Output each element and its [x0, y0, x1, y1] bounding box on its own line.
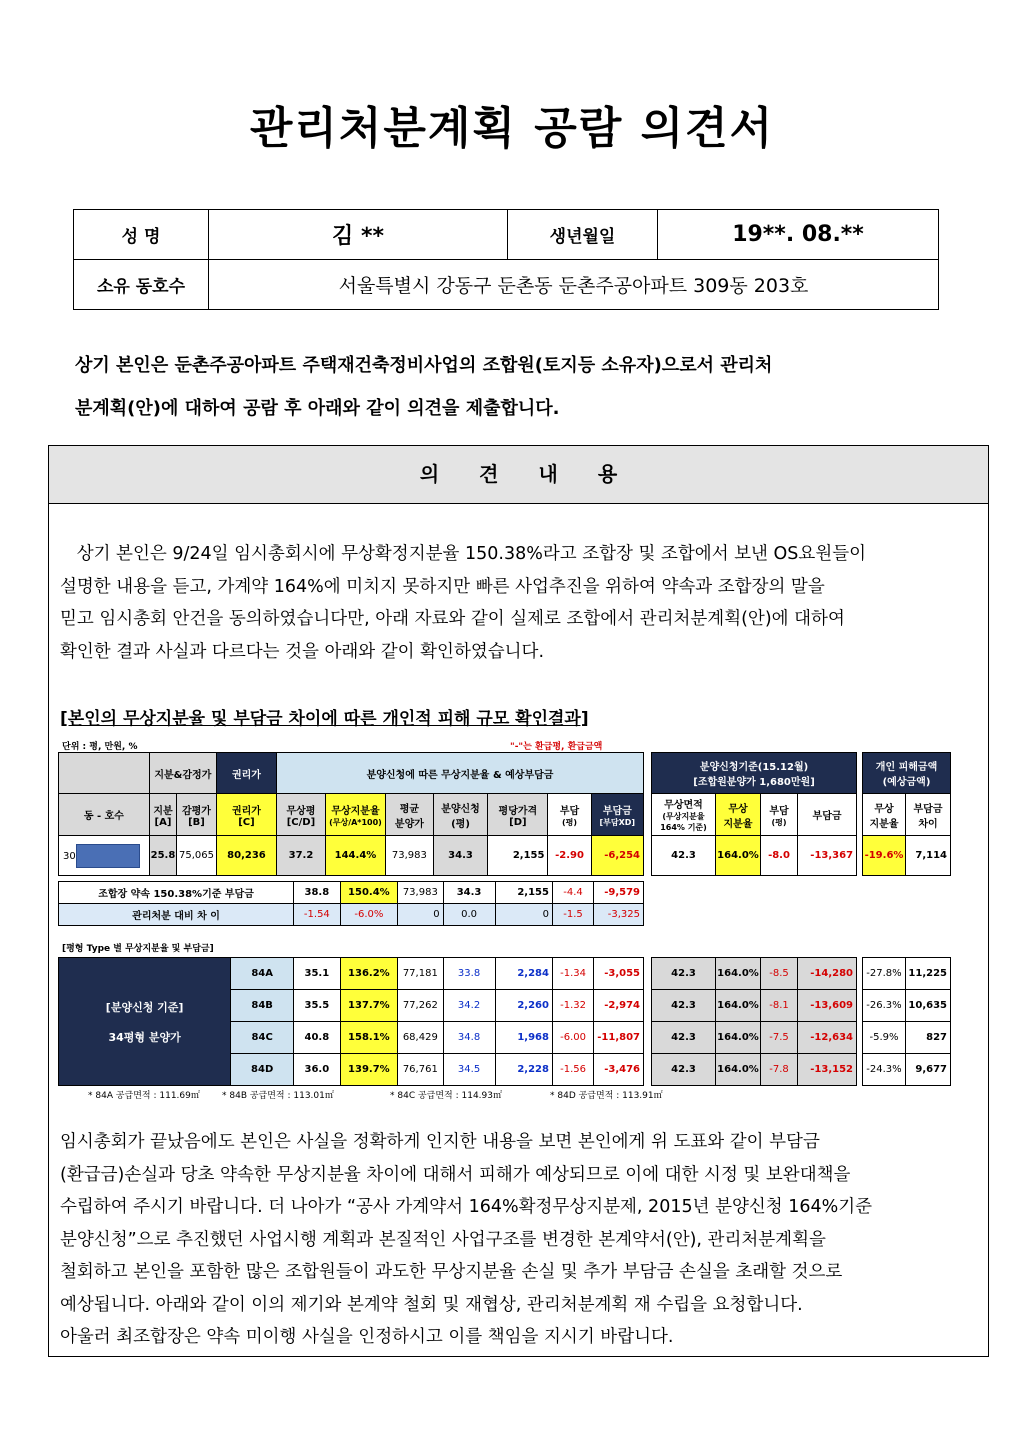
col-kwonri: 권리가 [C]: [216, 794, 276, 836]
cell: 7,114: [906, 836, 951, 876]
promise-table: [58, 881, 644, 926]
cell: 73,983: [398, 882, 444, 904]
type-caption: [평형 Type 별 무상지분율 및 부담금]: [62, 944, 214, 954]
table-row: [59, 904, 644, 926]
col-bd2: 부담 (평): [761, 794, 798, 836]
type-name: 84A: [231, 958, 294, 990]
cell: -14,280: [798, 958, 857, 990]
table-row: [863, 836, 951, 876]
birth-label: 생년월일: [508, 210, 658, 260]
cell: -6,254: [591, 836, 643, 876]
cell: 2,155: [488, 836, 548, 876]
col-rate: 무상지분율 (무상/A*100): [325, 794, 385, 836]
cell: -26.3%: [863, 990, 906, 1022]
group-bunyang: 분양신청에 따른 무상지분율 & 예상부담금: [277, 753, 644, 794]
cell: -27.8%: [863, 958, 906, 990]
para2-line: (환급금)손실과 당초 약속한 무상지분율 차이에 대해서 피해가 예상되므로 이에 대한 시정 및 보완대책을: [60, 1164, 851, 1185]
cell: 164.0%: [716, 836, 761, 876]
name-label: 성 명: [74, 210, 209, 260]
opinion-header: 의견내용: [49, 446, 988, 504]
para2-line: 수립하여 주시기 바랍니다. 더 나아가 “공사 가계약서 164%확정무상지분제, 2015년 분양신청 164%기준: [60, 1197, 873, 1217]
cell: 0: [398, 904, 444, 926]
para1-line: 믿고 임시총회 안건을 동의하였습니다만, 아래 자료와 같이 실제로 조합에서 관리처분계획(안)에 대하여: [60, 609, 845, 629]
cell: -12,634: [798, 1022, 857, 1054]
para2-line: 임시총회가 끝났음에도 본인은 사실을 정확하게 인지한 내용을 보면 본인에게 위 도표와 같이 부담금: [60, 1132, 820, 1152]
cell: -5.9%: [863, 1022, 906, 1054]
table-row: [59, 836, 644, 876]
cell: -7.8: [761, 1054, 798, 1086]
group-loss: 개인 피해금액 (예상금액): [863, 753, 951, 794]
col-avg: 평균 분양가: [386, 794, 434, 836]
cell: -19.6%: [863, 836, 906, 876]
cell: 144.4%: [325, 836, 385, 876]
birth-value: 19**. 08.**: [658, 210, 939, 260]
table-row: [652, 1054, 951, 1086]
cell: -3,476: [594, 1054, 644, 1086]
intro-line-1: 상기 본인은 둔촌주공아파트 주택재건축정비사업의 조합원(토지등 소유자)으로서 관리처: [75, 355, 773, 376]
type-name: 84D: [231, 1054, 294, 1086]
cell: -13,609: [798, 990, 857, 1022]
para2-line: 아울러 최조합장은 약속 미이행 사실을 인정하시고 이를 책임을 지시기 바랍니다.: [60, 1327, 674, 1347]
unit-label: 소유 동호수: [74, 260, 209, 310]
cell: -1.5: [552, 904, 593, 926]
intro-line-2: 분계획(안)에 대하여 공람 후 아래와 같이 의견을 제출합니다.: [75, 398, 560, 419]
cell: 164.0%: [716, 1022, 761, 1054]
cell: 1,968: [495, 1022, 552, 1054]
cell: 9,677: [906, 1054, 951, 1086]
para2-line: 분양신청”으로 추진했던 사업시행 계획과 본질적인 사업구조를 변경한 본계약서(안), 관리처분계획을: [60, 1229, 826, 1250]
group-jibun: 지분&감정가: [149, 753, 216, 794]
section-title: [본인의 무상지분율 및 부담금 차이에 따른 개인적 피해 규모 확인결과]: [60, 709, 589, 729]
cell: -1.34: [552, 958, 593, 990]
footnote: * 84C 공급면적 : 114.93㎡: [390, 1091, 502, 1101]
footnote: * 84B 공급면적 : 113.01㎡: [222, 1091, 334, 1101]
cell: 164.0%: [716, 958, 761, 990]
col-gam: 감평가 [B]: [177, 794, 217, 836]
cell: -8.5: [761, 958, 798, 990]
col-musang: 무상평 [C/D]: [277, 794, 326, 836]
loss-table: [862, 752, 951, 876]
type-name: 84C: [231, 1022, 294, 1054]
col-amt2: 부담금: [798, 794, 857, 836]
col-jibun: 지분 [A]: [149, 794, 176, 836]
cell: -1.54: [294, 904, 341, 926]
cell: 2,228: [495, 1054, 552, 1086]
cell: -3,055: [594, 958, 644, 990]
cell: 34.3: [433, 836, 488, 876]
col-ldiff: 부담금 차이: [906, 794, 951, 836]
document-title: 관리처분계획 공람 의견서: [249, 103, 775, 154]
cell: 40.8: [294, 1022, 341, 1054]
table-row: [652, 990, 951, 1022]
cell: 34.8: [443, 1022, 495, 1054]
cell: 34.3: [443, 882, 495, 904]
diff-label: 관리처분 대비 차 이: [59, 904, 294, 926]
cell: 33.8: [443, 958, 495, 990]
type-base-table: [651, 957, 951, 1086]
para2-line: 철회하고 본인을 포함한 많은 조합원들이 과도한 무상지분율 손실 및 추가 부담금 손실을 초래할 것으로: [60, 1262, 843, 1282]
col-amt: 부담금 [부담XD]: [591, 794, 643, 836]
cell: 0: [495, 904, 552, 926]
base-table: [651, 752, 857, 876]
type-table: [58, 957, 644, 1086]
cell: 34.2: [443, 990, 495, 1022]
table-row: [59, 882, 644, 904]
cell: 42.3: [652, 1022, 716, 1054]
para1-line: 설명한 내용을 듣고, 가계약 164%에 미치지 못하지만 빠른 사업추진을 위하여 약속과 조합장의 말을: [60, 576, 825, 597]
cell: 164.0%: [716, 990, 761, 1022]
cell: 11,225: [906, 958, 951, 990]
cell: 35.1: [294, 958, 341, 990]
cell: 38.8: [294, 882, 341, 904]
name-value: 김 **: [209, 210, 508, 260]
unit-value: 서울특별시 강동구 둔촌동 둔촌주공아파트 309동 203호: [209, 260, 939, 310]
cell: 150.4%: [340, 882, 397, 904]
cell: -2,974: [594, 990, 644, 1022]
cell: 137.7%: [340, 990, 397, 1022]
col-appl: 분양신청 (평): [433, 794, 488, 836]
type-name: 84B: [231, 990, 294, 1022]
cell: -11,807: [594, 1022, 644, 1054]
para2: [60, 1126, 978, 1354]
table-row: [652, 958, 951, 990]
cell: 42.3: [652, 836, 716, 876]
col-area: 무상면적 (무상지분율 164% 기준): [652, 794, 716, 836]
type-label: [분양신청 기준] 34평형 분양가: [59, 958, 231, 1086]
group-base: 분양신청기준(15.12월) [조합원분양가 1,680만원]: [652, 753, 857, 794]
cell: 158.1%: [340, 1022, 397, 1054]
cell: -6.0%: [340, 904, 397, 926]
cell: 2,284: [495, 958, 552, 990]
cell: -1.56: [552, 1054, 593, 1086]
cell: -9,579: [594, 882, 644, 904]
main-table: [58, 752, 644, 876]
cell: 80,236: [216, 836, 276, 876]
cell: 136.2%: [340, 958, 397, 990]
col-price: 평당가격 [D]: [488, 794, 548, 836]
cell: -24.3%: [863, 1054, 906, 1086]
cell: 139.7%: [340, 1054, 397, 1086]
cell: 34.5: [443, 1054, 495, 1086]
cell: 42.3: [652, 958, 716, 990]
footnote: * 84D 공급면적 : 113.91㎡: [550, 1091, 663, 1101]
cell: -13,367: [798, 836, 857, 876]
cell: 68,429: [398, 1022, 444, 1054]
cell: 73,983: [386, 836, 434, 876]
cell: 37.2: [277, 836, 326, 876]
cell: -13,152: [798, 1054, 857, 1086]
cell: 10,635: [906, 990, 951, 1022]
col-bd: 부담 (평): [548, 794, 591, 836]
group-kwonri: 권리가: [216, 753, 276, 794]
cell: -7.5: [761, 1022, 798, 1054]
para1-line: 상기 본인은 9/24일 임시총회시에 무상확정지분율 150.38%라고 조합장 및 조합에서 보낸 OS요원들이: [60, 544, 867, 564]
header-blank: [59, 753, 150, 794]
table-row: [652, 836, 857, 876]
cell: 36.0: [294, 1054, 341, 1086]
footnote: * 84A 공급면적 : 111.69㎡: [88, 1091, 200, 1101]
cell: 25.8: [149, 836, 176, 876]
cell: -4.4: [552, 882, 593, 904]
cell: -3,325: [594, 904, 644, 926]
cell: 827: [906, 1022, 951, 1054]
para1: [60, 538, 978, 668]
col-mrate: 무상 지분율: [716, 794, 761, 836]
cell: 75,065: [177, 836, 217, 876]
cell: -1.32: [552, 990, 593, 1022]
cell: -6.00: [552, 1022, 593, 1054]
row-dong: 30: [59, 836, 150, 876]
cell: 76,761: [398, 1054, 444, 1086]
para1-line: 확인한 결과 사실과 다르다는 것을 아래와 같이 확인하였습니다.: [60, 641, 545, 662]
cell: -2.90: [548, 836, 591, 876]
cell: 0.0: [443, 904, 495, 926]
cell: -8.0: [761, 836, 798, 876]
cell: 164.0%: [716, 1054, 761, 1086]
table-row: [652, 1022, 951, 1054]
applicant-info-table: [73, 209, 939, 310]
promise-label: 조합장 약속 150.38%기준 부담금: [59, 882, 294, 904]
refund-note: "-"는 환급평, 환급금액: [510, 742, 603, 752]
cell: 2,260: [495, 990, 552, 1022]
table-row: [59, 958, 644, 990]
cell: 42.3: [652, 1054, 716, 1086]
cell: 2,155: [495, 882, 552, 904]
redaction-box: [76, 844, 140, 868]
cell: 42.3: [652, 990, 716, 1022]
para2-line: 예상됩니다. 아래와 같이 이의 제기와 본계약 철회 및 재협상, 관리처분계획 재 수립을 요청합니다.: [60, 1294, 803, 1315]
cell: 77,262: [398, 990, 444, 1022]
cell: 77,181: [398, 958, 444, 990]
cell: 35.5: [294, 990, 341, 1022]
cell: -8.1: [761, 990, 798, 1022]
unit-note: 단위 : 평, 만원, %: [62, 742, 138, 752]
col-dong: 동 - 호수: [59, 794, 150, 836]
col-lrate: 무상 지분율: [863, 794, 906, 836]
